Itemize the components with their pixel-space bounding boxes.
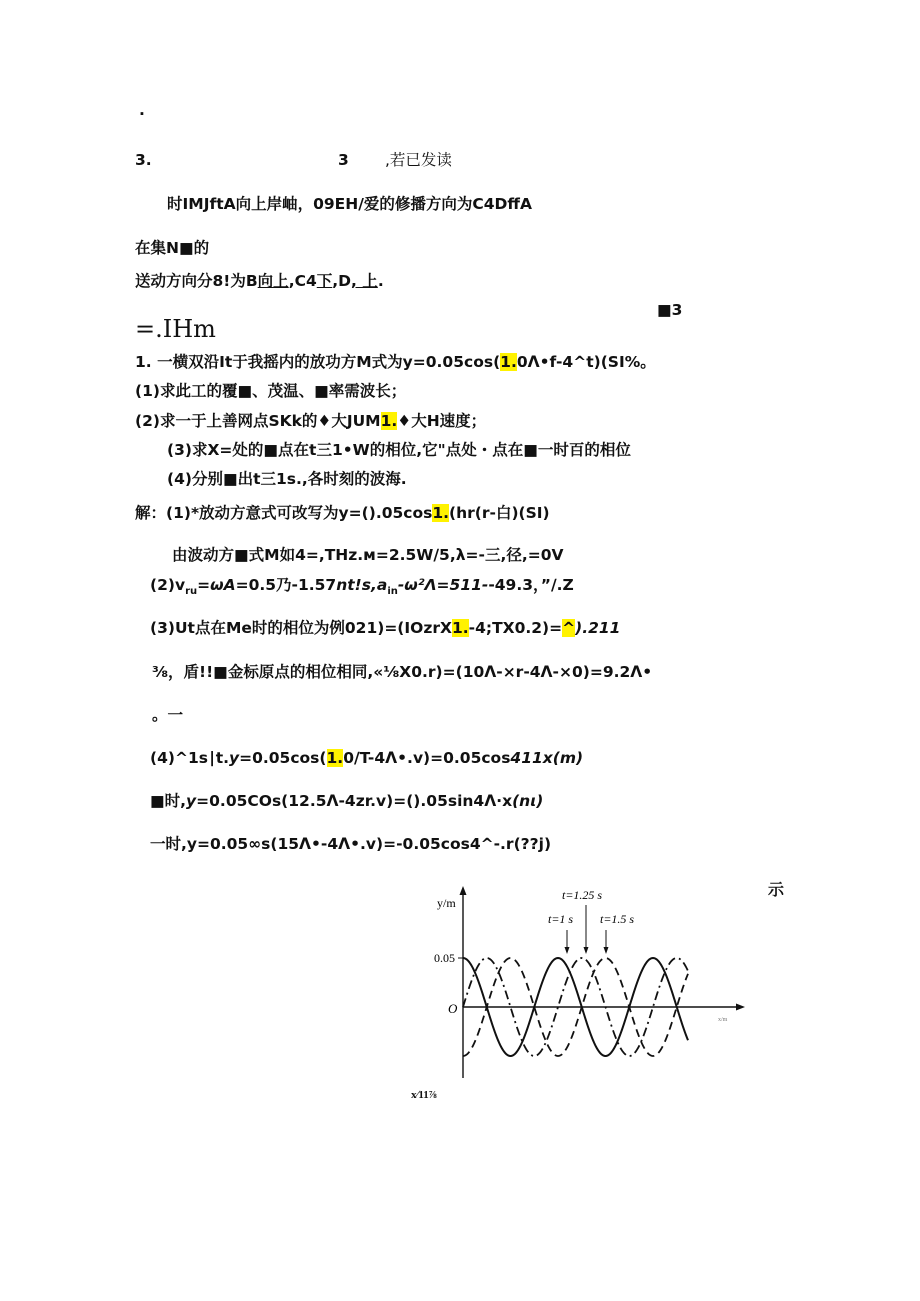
s3-e: nt!s,a [336, 576, 388, 594]
highlight: 1. [451, 619, 469, 637]
q3-options [135, 271, 384, 291]
time-label-1s: t=1 s [548, 912, 574, 926]
q3-option-c: 下 [316, 272, 333, 290]
y-tick-label: 0.05 [434, 951, 455, 965]
highlight: 1. [380, 412, 398, 430]
s4-c: ).211 [575, 619, 621, 637]
solution-line-9: 一时,y=0.05∞s(15Λ•-4Λ•.v)=-0.05cos4^-.r(??j) [150, 835, 552, 853]
figure-caption: x∕11⅞ [411, 1089, 437, 1101]
q3-option-b: 向上 [257, 272, 289, 290]
q3-mark: 3 [338, 151, 349, 169]
stray-dot: . [139, 101, 145, 119]
problem-line-3 [135, 411, 486, 431]
time-label-1-5s: t=1.5 s [600, 912, 635, 926]
q3-number: 3. [135, 151, 152, 169]
solution-line-6: 。一 [152, 706, 184, 724]
problem-line-3-a: (2)求一于上善网点SKk的♦大JUM [135, 412, 381, 430]
solution-line-8 [150, 791, 543, 811]
problem-line-1 [135, 352, 656, 372]
solution-line-5: ⅜，盾!!■金标原点的相位相同,«⅛X0.r)=(10Λ-×r-4Λ-×0)=9.2Λ• [152, 663, 653, 681]
solution-line-3 [150, 575, 574, 602]
s3-c: ωA [210, 576, 236, 594]
solution-line-7 [150, 748, 583, 768]
q3-option-d-prefix: ,D [332, 272, 352, 290]
q3-option-end: . [377, 272, 384, 290]
s4-b: -4;TX0.2)= [468, 619, 563, 637]
problem-line-1-a: 1. 一横双沿It于我摇内的放功方M式为y=0.05cos( [135, 353, 501, 371]
section-mark: ■3 [657, 301, 683, 319]
s7-c: =0.05cos( [239, 749, 327, 767]
s3-sub2: in [387, 586, 398, 598]
solution-line-4 [150, 618, 620, 638]
highlight: 1. [326, 749, 344, 767]
s8-d: (nι) [512, 792, 544, 810]
s8-a: ■时, [150, 792, 187, 810]
q3-line3: 在集N■的 [135, 239, 210, 257]
s3-d: =0.5乃-1.57 [235, 576, 337, 594]
solution-line-2: 由波动方■式M如4=,THz.м=2.5W∕5,λ=-三,径,=0V [172, 546, 564, 564]
s3-a: (2)v [150, 576, 186, 594]
problem-line-3-b: ♦大H速度； [397, 412, 487, 430]
s7-d: 0∕T-4Λ•.v)=0.05cos [343, 749, 511, 767]
s8-b: y [186, 792, 197, 810]
time-marker-1s-arrow [565, 947, 570, 954]
s3-f: -ω²Λ=511- [397, 576, 489, 594]
q3-line2: 时IMJftA向上岸岫，09EH/爱的修播方向为C4DffA [167, 195, 532, 213]
time-marker-1-25s-arrow [584, 947, 589, 954]
time-label-1-25s: t=1.25 s [562, 888, 603, 902]
solution-line-1-b: (hr(r-白)(SI) [449, 504, 550, 522]
highlight: ^ [562, 619, 576, 637]
highlight: 1. [500, 353, 517, 371]
q3-option-a: 送动方向分8!为B [135, 272, 258, 290]
s3-sub: ru [185, 586, 198, 598]
time-marker-1-5s-arrow [604, 947, 609, 954]
section-title: =.IHm [135, 315, 216, 343]
s3-b: = [197, 576, 211, 594]
s7-b: y [229, 749, 240, 767]
origin-label: O [448, 1001, 458, 1016]
problem-line-5: (4)分别■出t三1s.,各时刻的波海. [167, 470, 407, 488]
figure-side-label: 示 [768, 880, 785, 899]
q3-tail: ,若已发读 [385, 151, 452, 169]
q3-option-d: , 上 [351, 272, 378, 290]
s7-a: (4)^1s∣t. [150, 749, 229, 767]
s8-c: =0.05COs(12.5Λ-4zr.v)=().05sin4Λ∙x [196, 792, 513, 810]
s7-e: 411x(m) [510, 749, 584, 767]
x-axis-label: x/m [718, 1017, 728, 1023]
y-axis-label: y/m [437, 896, 456, 910]
q3-option-c-prefix: ,C4 [288, 272, 317, 290]
problem-line-4: (3)求X=处的■点在t三1•W的相位,它"点处・点在■一时百的相位 [167, 441, 631, 459]
waveform-figure [420, 878, 760, 1098]
x-axis-arrow [736, 1004, 745, 1011]
solution-line-1-a: 解：(1)*放动方意式可改写为y=().05cos [135, 504, 433, 522]
s3-g: -49.3，”∕.Z [488, 576, 574, 594]
problem-line-2: (1)求此工的覆■、茂温、■率需波长； [135, 382, 407, 400]
highlight: 1. [432, 504, 450, 522]
solution-line-1 [135, 503, 550, 523]
s4-a: (3)Ut点在Me时的相位为例021)=(IOzrX [150, 619, 452, 637]
y-axis-arrow [460, 886, 467, 895]
problem-line-1-b: 0Λ•f-4^t)(SI%。 [516, 353, 656, 371]
